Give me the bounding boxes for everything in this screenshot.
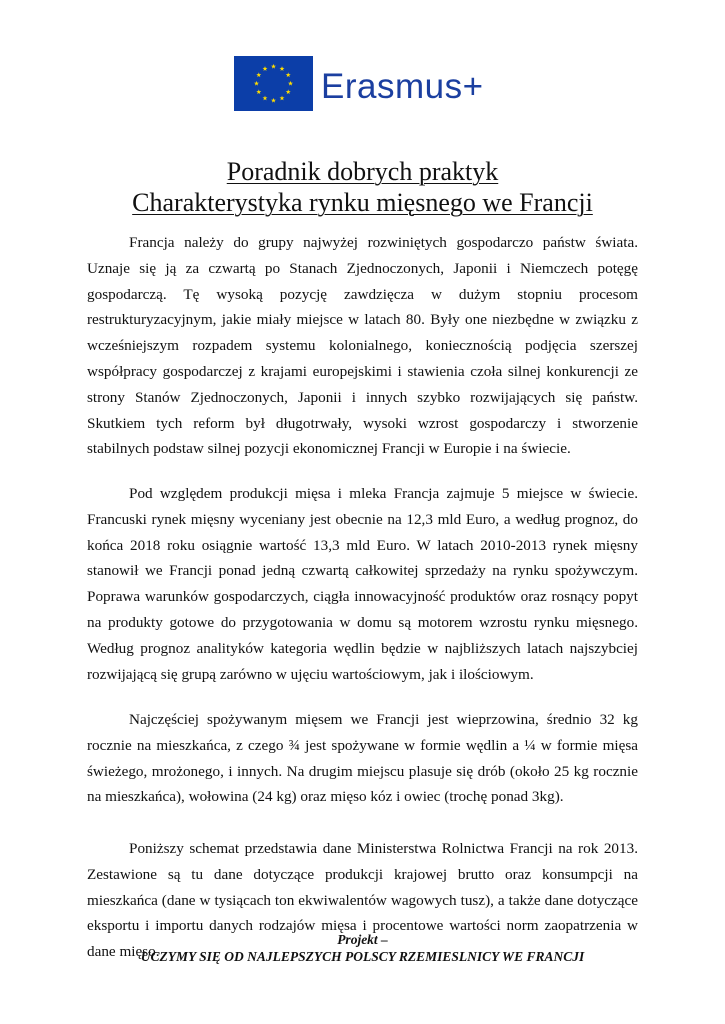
paragraph-consumption: Najczęściej spożywanym mięsem we Francji jest wieprzowina, średnio 32 kg rocznie na mieszkańca, z czego ¾ jest spożywane w formie wędlin a ¼ w formie mięsa świeżego, mrożonego, i innych. Na drugim miejscu plasuje się drób (około 25 kg rocznie na mieszkańca), wołowina (24 kg) oraz mięso kóz i owiec (trochę ponad 3kg). <box>87 711 638 806</box>
paragraph-schema: Poniższy schemat przedstawia dane Ministerstwa Rolnictwa Francji na rok 2013. Zestawione są tu dane dotyczące produkcji krajowej brutto oraz konsumpcji na mieszkańca (dane w tysiącach ton ekwiwalentów wagowych tusz), a także dane dotyczące eksportu i importu danych rodzajów mięsa i procentowe wartości norm zaopatrzenia w dane mięso. <box>87 840 638 961</box>
star-icon <box>256 89 261 94</box>
star-icon <box>280 66 285 71</box>
paragraph-production: Pod względem produkcji mięsa i mleka Francja zajmuje 5 miejsce w świecie. Francuski rynek mięsny wyceniany jest obecnie na 12,3 mld Euro, a według prognoz, do końca 2018 roku osiągnie wartość 13,3 mld Euro. W latach 2010-2013 rynek mięsny stanowił we Francji ponad jedną czwartą całkowitej sprzedaży na rynku spożywczym. Poprawa warunków gospodarczych, ciągła innowacyjność produktów oraz rosnący popyt na produkty gotowe do przygotowania w domu są motorem wzrostu rynku mięsnego. Według prognoz analityków kategoria wędlin będzie w najbliższych latach najszybciej rozwijającą się grupą zarówno w ujęciu wartościowym, jak i ilościowym. <box>87 485 638 683</box>
footer-project-label: Projekt – <box>337 932 388 947</box>
erasmus-logo <box>234 56 496 112</box>
eu-flag-icon <box>234 56 313 111</box>
star-icon <box>271 64 276 69</box>
star-icon <box>256 72 261 77</box>
star-icon <box>271 98 276 103</box>
document-title: Poradnik dobrych praktyk <box>226 157 499 186</box>
star-icon <box>288 81 293 86</box>
star-icon <box>286 89 291 94</box>
footer-project-name: UCZYMY SIĘ OD NAJLEPSZYCH POLSCY RZEMIESLNICY WE FRANCJI <box>140 949 585 964</box>
star-icon <box>280 96 285 101</box>
star-icon <box>263 66 268 71</box>
paragraph-intro: Francja należy do grupy najwyżej rozwiniętych gospodarczo państw świata. Uznaje się ją za czwartą po Stanach Zjednoczonych, Japonii i Niemczech potęgę gospodarczą. Tę wysoką pozycję zawdzięcza w dużym stopniu procesom restrukturyzacyjnym, jakie miały miejsce w latach 80. Były one niezbędne w związku z wcześniejszym rozpadem systemu kolonialnego, koniecznością podjęcia szerszej współpracy gospodarczej z krajami europejskimi i stawienia czoła silnej konkurencji ze strony Stanów Zjednoczonych, Japonii i innych szybko rozwijających się państw. Skutkiem tych reform był długotrwały, wysoki wzrost gospodarczy i stworzenie stabilnych podstaw silnej pozycji ekonomicznej Francji w Europie i na świecie. <box>87 234 638 458</box>
star-icon <box>254 81 259 86</box>
document-subtitle: Charakterystyka rynku mięsnego we Francji <box>132 188 593 217</box>
star-icon <box>286 72 291 77</box>
brand-name: Erasmus+ <box>321 67 484 106</box>
star-icon <box>263 96 268 101</box>
